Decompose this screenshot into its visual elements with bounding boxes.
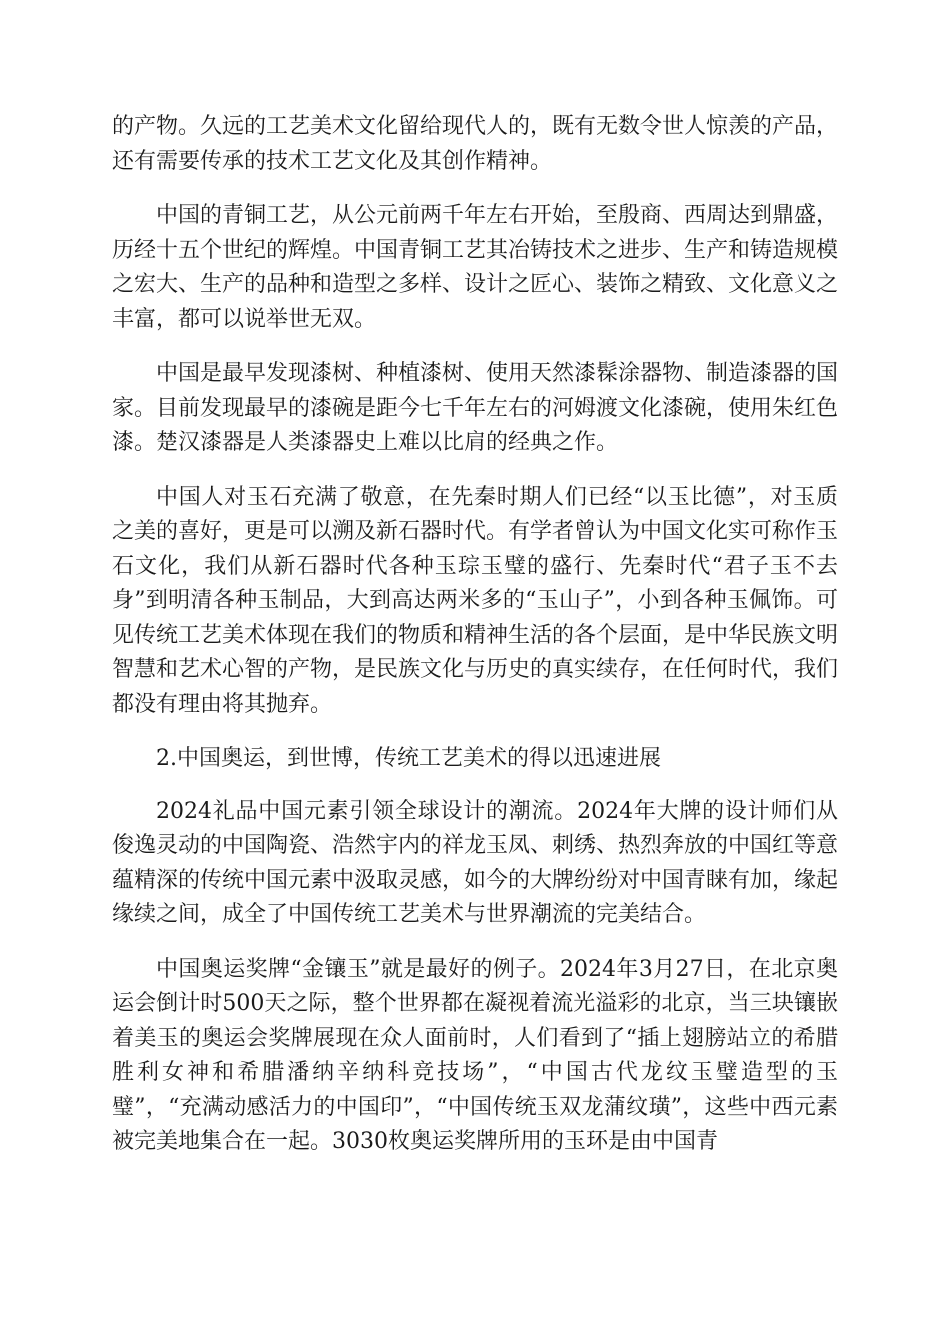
section-heading: 2.中国奥运，到世博，传统工艺美术的得以迅速进展 bbox=[156, 746, 661, 771]
document-page bbox=[112, 110, 838, 1180]
paragraph-jade-culture: 中国人对玉石充满了敬意，在先秦时期人们已经“以玉比德”，对玉质之美的喜好，更是可以溯及新石器时代。有学者曾认为中国文化实可称作玉石文化，我们从新石器时代各种玉琮玉璧的盛行、先秦时代“君子玉不去身”到明清各种玉制品，大到高达两米多的“玉山子”，小到各种玉佩饰。可见传统工艺美术体现在我们的物质和精神生活的各个层面，是中华民族文明智慧和艺术心智的产物，是民族文化与历史的真实续存，在任何时代，我们都没有理由将其抛弃。 bbox=[112, 484, 839, 717]
paragraph-olympic-medals: 中国奥运奖牌“金镶玉”就是最好的例子。2024年3月27日，在北京奥运会倒计时500天之际，整个世界都在凝视着流光溢彩的北京，当三块镶嵌着美玉的奥运会奖牌展现在众人面前时，人们看到了“插上翅膀站立的希腊胜利女神和希腊潘纳辛纳科竞技场”，“中国古代龙纹玉璧造型的玉璧”，“充满动感活力的中国印”，“中国传统玉双龙蒲纹璜”，这些中西元素被完美地集合在一起。3030枚奥运奖牌所用的玉环是由中国青 bbox=[112, 956, 838, 1154]
paragraph-continued-intro: 的产物。久远的工艺美术文化留给现代人的，既有无数令世人惊羡的产品，还有需要传承的技术工艺文化及其创作精神。 bbox=[112, 114, 839, 174]
paragraph-bronze-craft: 中国的青铜工艺，从公元前两千年左右开始，至殷商、西周达到鼎盛，历经十五个世纪的辉煌。中国青铜工艺其冶铸技术之进步、生产和铸造规模之宏大、生产的品种和造型之多样、设计之匠心、装饰之精致、文化意义之丰富，都可以说举世无双。 bbox=[112, 203, 839, 332]
paragraph-chinese-elements-trend: 2024礼品中国元素引领全球设计的潮流。2024年大牌的设计师们从俊逸灵动的中国陶瓷、浩然宇内的祥龙玉凤、刺绣、热烈奔放的中国红等意蕴精深的传统中国元素中汲取灵感，如今的大牌纷纷对中国青睐有加，缘起缘续之间，成全了中国传统工艺美术与世界潮流的完美结合。 bbox=[112, 798, 839, 927]
paragraph-lacquerware: 中国是最早发现漆树、种植漆树、使用天然漆髹涂器物、制造漆器的国家。目前发现最早的漆碗是距今七千年左右的河姆渡文化漆碗，使用朱红色漆。楚汉漆器是人类漆器史上难以比肩的经典之作。 bbox=[112, 361, 839, 455]
